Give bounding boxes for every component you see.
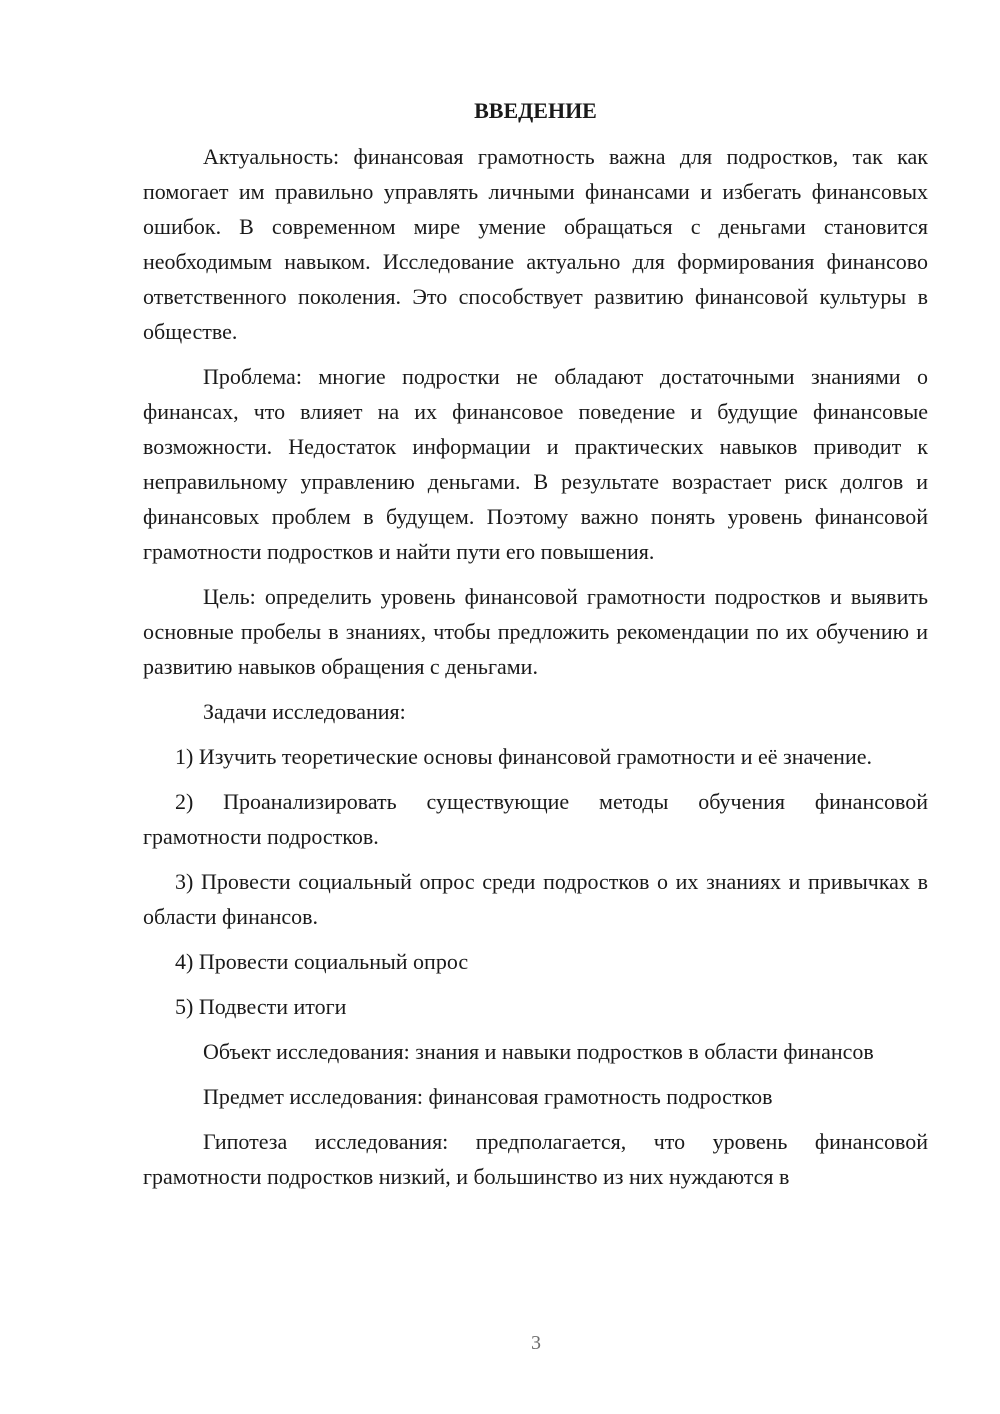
tasks-heading: Задачи исследования: xyxy=(203,699,406,724)
page-title: ВВЕДЕНИЕ xyxy=(474,98,597,123)
document-page xyxy=(143,96,928,1204)
problem-paragraph: Проблема: многие подростки не обладают достаточными знаниями о финансах, что влияет на их финансовое поведение и будущие финансовые возможности. Недостаток информации и практических навыков приводит к неправильному управлению деньгами. В результате возрастает риск долгов и финансовых проблем в будущем. Поэтому важно понять уровень финансовой грамотности подростков и найти пути его повышения. xyxy=(143,364,928,564)
task-item-2: 2) Проанализировать существующие методы обучения финансовой грамотности подростков. xyxy=(143,789,928,849)
object-paragraph: Объект исследования: знания и навыки подростков в области финансов xyxy=(203,1039,874,1064)
goal-paragraph: Цель: определить уровень финансовой грамотности подростков и выявить основные пробелы в знаниях, чтобы предложить рекомендации по их обучению и развитию навыков обращения с деньгами. xyxy=(143,584,928,679)
subject-paragraph: Предмет исследования: финансовая грамотность подростков xyxy=(203,1084,773,1109)
page-number: 3 xyxy=(531,1332,541,1354)
hypothesis-paragraph: Гипотеза исследования: предполагается, что уровень финансовой грамотности подростков низкий, и большинство из них нуждаются в xyxy=(143,1129,928,1189)
task-item-5: 5) Подвести итоги xyxy=(175,994,347,1019)
task-item-1: 1) Изучить теоретические основы финансовой грамотности и её значение. xyxy=(175,744,872,769)
relevance-paragraph: Актуальность: финансовая грамотность важна для подростков, так как помогает им правильно управлять личными финансами и избегать финансовых ошибок. В современном мире умение обращаться с деньгами становится необходимым навыком. Исследование актуально для формирования финансово ответственного поколения. Это способствует развитию финансовой культуры в обществе. xyxy=(143,144,928,344)
task-item-4: 4) Провести социальный опрос xyxy=(175,949,469,974)
task-item-3: 3) Провести социальный опрос среди подростков о их знаниях и привычках в области финансов. xyxy=(143,869,928,929)
